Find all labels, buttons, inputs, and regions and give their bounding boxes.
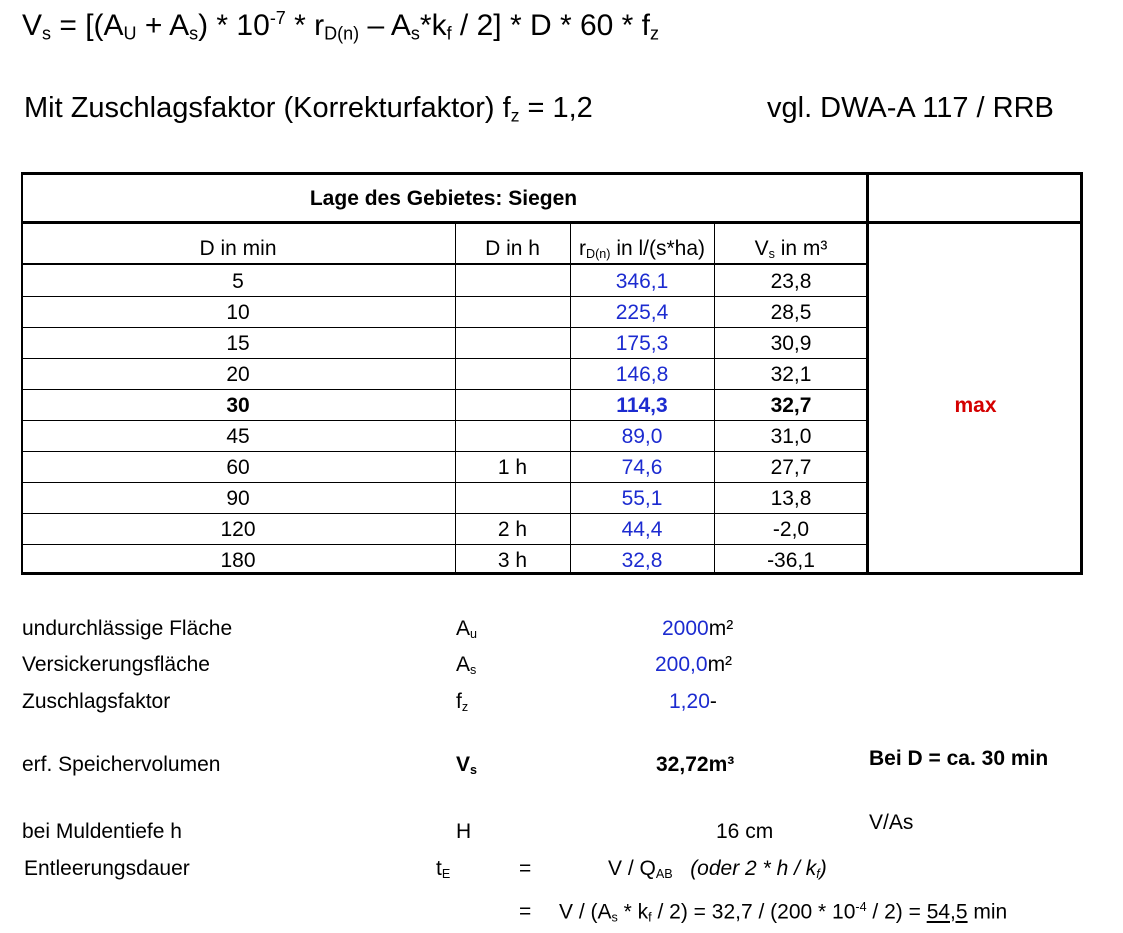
- cell-note: [868, 266, 1083, 297]
- cell-d-h: [455, 328, 570, 359]
- emptying-result: 54,5: [926, 900, 968, 924]
- cell-d-min: 120: [220, 518, 256, 541]
- cell-note: [868, 452, 1083, 483]
- cell-rain: 175,3: [615, 332, 669, 355]
- header-d-h: D in h: [485, 237, 540, 260]
- cell-note: [868, 328, 1083, 359]
- cell-d-h: [455, 266, 570, 297]
- cell-note: [868, 545, 1083, 576]
- cell-volume: 30,9: [770, 332, 812, 355]
- cell-volume: 31,0: [770, 425, 812, 448]
- cell-d-h: [455, 390, 570, 421]
- cell-d-min: 20: [226, 363, 250, 386]
- symbol-te: $t_E$: [436, 857, 451, 882]
- symbol-h: H: [456, 820, 472, 843]
- cell-d-h: [455, 297, 570, 328]
- label-emptying-time: Entleerungsdauer: [24, 857, 190, 880]
- cell-volume: 13,8: [770, 487, 812, 510]
- cell-volume: 28,5: [770, 301, 812, 324]
- cell-d-min: 5: [232, 270, 244, 293]
- cell-rain: 44,4: [621, 518, 663, 541]
- symbol-vs: $V_s$: [456, 753, 478, 778]
- cell-rain: 114,3: [616, 394, 668, 417]
- cell-note: [868, 421, 1083, 452]
- value-vs: 32,72m³: [656, 753, 735, 776]
- cell-volume: 23,8: [770, 270, 812, 293]
- cell-d-min: 60: [226, 456, 250, 479]
- table-title: Lage des Gebietes: Siegen: [309, 187, 578, 210]
- cell-d-min: 90: [226, 487, 250, 510]
- cell-rain: 225,4: [615, 301, 669, 324]
- emptying-formula: V / $Q_{AB}$ (oder 2 * h / $k_f$): [608, 857, 827, 882]
- cell-d-h: 3 h: [497, 549, 528, 572]
- cell-d-min: 15: [226, 332, 250, 355]
- cell-d-h: [455, 483, 570, 514]
- equals-sign: =: [519, 900, 532, 923]
- label-swale-depth: bei Muldentiefe h: [22, 820, 182, 843]
- cell-d-min: 180: [220, 549, 256, 572]
- value-fz: 1,20-: [669, 690, 717, 713]
- cell-volume: 27,7: [770, 456, 812, 479]
- cell-d-h: 2 h: [497, 518, 528, 541]
- zuschlag-factor-line: Mit Zuschlagsfaktor (Korrekturfaktor) $f_z = 1,2$: [24, 92, 593, 126]
- label-storage-volume: erf. Speichervolumen: [22, 753, 221, 776]
- cell-note: [868, 483, 1083, 514]
- cell-volume: -36,1: [767, 549, 815, 572]
- header-d-min: D in min: [199, 237, 277, 260]
- cell-rain: 74,6: [621, 456, 663, 479]
- symbol-as: $A_s$: [456, 653, 477, 678]
- cell-rain: 32,8: [621, 549, 663, 572]
- cell-d-min: 45: [226, 425, 250, 448]
- header-rain-intensity: $r_{D(n)}$ in l/(s*ha): [578, 237, 706, 262]
- cell-d-h: [455, 359, 570, 390]
- cell-note: [868, 359, 1083, 390]
- cell-rain: 346,1: [615, 270, 669, 293]
- cell-volume: 32,7: [770, 394, 812, 417]
- symbol-fz: $f_z$: [456, 690, 469, 715]
- reference-note: vgl. DWA-A 117 / RRB: [767, 92, 1054, 124]
- cell-rain: 55,1: [621, 487, 663, 510]
- cell-d-h: 1 h: [497, 456, 528, 479]
- cell-rain: 146,8: [615, 363, 669, 386]
- value-as: 200,0m²: [655, 653, 733, 676]
- duration-note: Bei D = ca. 30 min: [869, 747, 1049, 770]
- cell-d-min: 10: [226, 301, 250, 324]
- cell-d-min: 30: [226, 394, 250, 417]
- value-au: 2000m²: [662, 617, 734, 640]
- cell-volume: -2,0: [772, 518, 810, 541]
- value-h: 16 cm: [716, 820, 774, 843]
- label-impervious-area: undurchlässige Fläche: [22, 617, 233, 640]
- cell-rain: 89,0: [621, 425, 663, 448]
- equals-sign: =: [519, 857, 532, 880]
- main-formula: $V_s = [(A_U + A_s) * 10^{-7} * r_{D(n)} - A_s*k_f / 2] * D * 60 * f_z$: [22, 8, 660, 44]
- v-as-note: V/As: [869, 811, 914, 834]
- cell-note: [868, 297, 1083, 328]
- results-table: [21, 172, 1083, 575]
- label-surcharge-factor: Zuschlagsfaktor: [22, 690, 171, 713]
- max-marker: max: [954, 394, 997, 417]
- cell-d-h: [455, 421, 570, 452]
- header-volume: $V_s$ in m³: [754, 237, 828, 262]
- emptying-calculation: $V / (A_s * k_f / 2) = 32,7 / (200 * 10^{-4} / 2) = 54,5$ min: [559, 900, 1008, 925]
- label-infiltration-area: Versickerungsfläche: [22, 653, 210, 676]
- cell-note: [868, 514, 1083, 545]
- symbol-au: $A_u$: [456, 617, 478, 642]
- cell-volume: 32,1: [770, 363, 812, 386]
